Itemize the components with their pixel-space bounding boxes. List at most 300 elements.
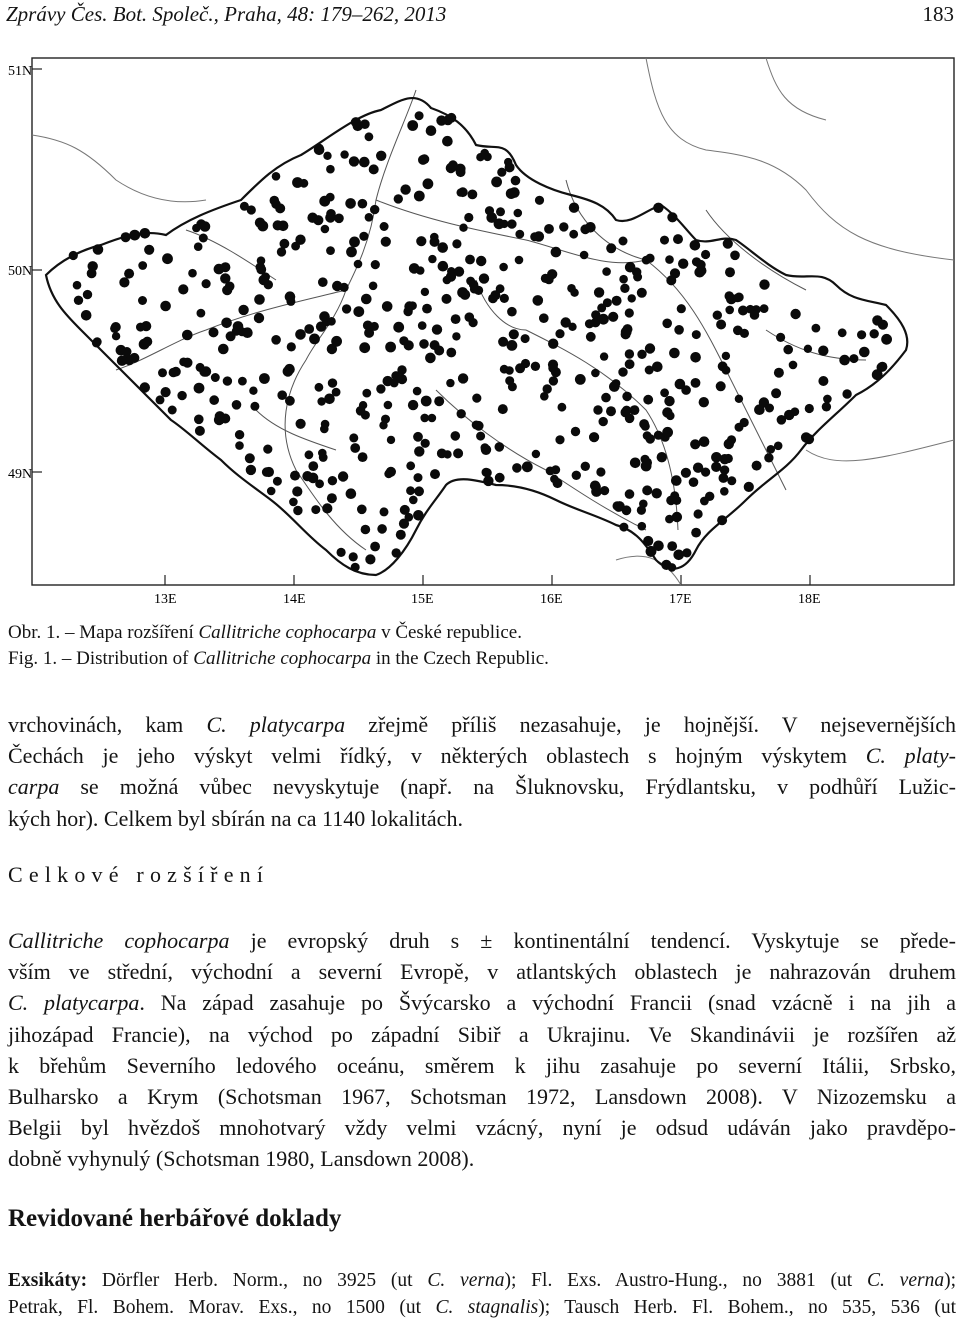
occurrence-dot (628, 294, 636, 302)
occurrence-dot (414, 486, 424, 496)
occurrence-dot (194, 415, 204, 425)
occurrence-dot (681, 468, 691, 478)
lat-label-50: 50N (8, 264, 33, 279)
occurrence-dot (700, 497, 709, 506)
occurrence-dot (857, 330, 866, 339)
occurrence-dot (235, 441, 244, 450)
occurrence-dot (267, 487, 276, 496)
occurrence-dot (384, 401, 393, 410)
occurrence-dot (678, 259, 688, 269)
occurrence-dot (470, 285, 479, 294)
occurrence-dot (612, 296, 622, 306)
occurrence-dot (442, 294, 452, 304)
occurrence-dot (464, 213, 473, 222)
occurrence-dot (822, 402, 831, 411)
occurrence-dot (400, 184, 410, 194)
occurrence-dot (694, 509, 703, 518)
occurrence-dot (332, 388, 341, 397)
occurrence-dot (725, 291, 734, 300)
occurrence-dot (507, 219, 516, 228)
occurrence-dot (434, 346, 444, 356)
occurrence-dot (326, 165, 335, 174)
occurrence-dot (619, 237, 628, 246)
occurrence-dot (202, 279, 211, 288)
occurrence-dot (337, 548, 346, 557)
occurrence-dot (674, 325, 684, 335)
occurrence-dot (515, 363, 525, 373)
occurrence-dot (376, 384, 385, 393)
occurrence-dot (465, 312, 475, 322)
occurrence-dot (354, 260, 363, 269)
occurrence-dot (422, 304, 432, 314)
occurrence-dot (691, 528, 701, 538)
occurrence-dot (507, 340, 518, 351)
occurrence-dot (575, 374, 586, 385)
occurrence-dot (514, 209, 523, 218)
occurrence-dot (277, 247, 286, 256)
occurrence-dot (195, 426, 205, 436)
occurrence-dot (618, 367, 627, 376)
lat-label-51: 51N (8, 64, 33, 79)
occurrence-dot (549, 376, 558, 385)
occurrence-dot (418, 321, 427, 330)
occurrence-dot (386, 467, 396, 477)
occurrence-dot (569, 230, 578, 239)
occurrence-dot (413, 387, 422, 396)
occurrence-dot (322, 503, 332, 513)
occurrence-dot (500, 365, 509, 374)
occurrence-dot (509, 329, 519, 339)
occurrence-dot (326, 246, 335, 255)
occurrence-dot (129, 230, 140, 241)
occurrence-dot (238, 377, 247, 386)
occurrence-dot (235, 430, 244, 439)
occurrence-dot (285, 291, 296, 302)
occurrence-dot (818, 376, 828, 386)
occurrence-dot (452, 332, 460, 340)
occurrence-dot (652, 488, 662, 498)
occurrence-dot (327, 493, 337, 503)
occurrence-dot (727, 435, 736, 444)
occurrence-dot (264, 467, 274, 477)
occurrence-dot (209, 327, 219, 337)
occurrence-dot (531, 362, 540, 371)
occurrence-dot (643, 536, 653, 546)
occurrence-dot (295, 235, 305, 245)
occurrence-dot (158, 368, 167, 377)
occurrence-dot (613, 501, 622, 510)
occurrence-dot (720, 487, 729, 496)
occurrence-dot (169, 368, 179, 378)
occurrence-dot (421, 396, 432, 407)
occurrence-dot (771, 388, 781, 398)
occurrence-dot (272, 172, 281, 181)
occurrence-dot (637, 288, 647, 298)
occurrence-dot (142, 337, 152, 347)
caption-species-cz: Callitriche cophocarpa (198, 622, 377, 643)
occurrence-dot (591, 369, 600, 378)
occurrence-dot (140, 228, 151, 239)
occurrence-dot (804, 345, 812, 353)
occurrence-dot (221, 318, 232, 329)
occurrence-dot (457, 287, 468, 298)
occurrence-dot (197, 309, 206, 318)
occurrence-dot (430, 233, 439, 242)
occurrence-dot (443, 450, 451, 458)
occurrence-dot (585, 319, 594, 328)
occurrence-dot (581, 462, 590, 471)
occurrence-dot (774, 368, 784, 378)
occurrence-dot (349, 433, 358, 442)
occurrence-dot (667, 541, 677, 551)
occurrence-dot (719, 473, 729, 483)
occurrence-dot (722, 366, 731, 375)
occurrence-dot (249, 387, 257, 395)
occurrence-dot (112, 332, 120, 340)
occurrence-dot (436, 115, 446, 125)
occurrence-dot (692, 257, 701, 266)
occurrence-dot (657, 452, 667, 462)
occurrence-dot (750, 310, 760, 320)
occurrence-dot (639, 419, 649, 429)
occurrence-dot (515, 230, 524, 239)
occurrence-dot (740, 329, 749, 338)
occurrence-dot (194, 383, 205, 394)
occurrence-dot (443, 276, 452, 285)
occurrence-dot (381, 237, 391, 247)
occurrence-dot (653, 203, 663, 213)
occurrence-dot (418, 155, 428, 165)
occurrence-dot (413, 510, 424, 521)
occurrence-dot (370, 542, 380, 552)
occurrence-dot (240, 202, 249, 211)
occurrence-dot (182, 358, 192, 368)
occurrence-dot (597, 303, 606, 312)
occurrence-dot (662, 407, 672, 417)
occurrence-dot (646, 546, 657, 557)
occurrence-dot (790, 309, 800, 319)
occurrence-dot (642, 485, 652, 495)
occurrence-dot (662, 319, 672, 329)
occurrence-dot (304, 324, 314, 334)
occurrence-dot (662, 427, 673, 438)
occurrence-dot (752, 461, 762, 471)
occurrence-dot (338, 471, 348, 481)
occurrence-dot (406, 486, 415, 495)
occurrence-dot (361, 525, 371, 535)
occurrence-dot (359, 232, 368, 241)
occurrence-dot (622, 392, 632, 402)
occurrence-dot (309, 334, 320, 345)
occurrence-dot (414, 446, 424, 456)
occurrence-dot (275, 203, 285, 213)
occurrence-dot (569, 203, 579, 213)
occurrence-dot (872, 315, 882, 325)
occurrence-dot (468, 190, 478, 200)
occurrence-dot (645, 434, 655, 444)
occurrence-dot (485, 206, 494, 215)
occurrence-dot (585, 222, 596, 233)
occurrence-dot (356, 406, 366, 416)
occurrence-dot (321, 225, 330, 234)
lon-label-16: 16E (540, 592, 563, 607)
occurrence-dot (359, 342, 370, 353)
occurrence-dot (362, 389, 371, 398)
occurrence-dot (74, 296, 83, 305)
occurrence-dot (271, 335, 281, 345)
occurrence-dot (407, 120, 418, 131)
occurrence-dot (465, 255, 475, 265)
occurrence-dot (296, 419, 306, 429)
occurrence-dot (346, 488, 357, 499)
occurrence-dot (839, 355, 850, 366)
journal-citation: Zprávy Čes. Bot. Společ., Praha, 48: 179–262, 2013 (6, 2, 447, 26)
occurrence-dot (357, 505, 367, 515)
occurrence-dot (598, 314, 609, 325)
occurrence-dot (196, 363, 205, 372)
occurrence-dot (320, 425, 329, 434)
occurrence-dot (652, 362, 663, 373)
occurrence-dot (690, 352, 701, 363)
occurrence-dot (334, 214, 344, 224)
occurrence-dot (200, 221, 211, 232)
occurrence-dot (601, 393, 611, 403)
occurrence-dot (295, 329, 306, 340)
occurrence-dot (305, 450, 314, 459)
occurrence-dot (701, 250, 710, 259)
occurrence-dot (764, 453, 773, 462)
occurrence-dot (711, 462, 721, 472)
occurrence-dot (319, 311, 330, 322)
occurrence-dot (713, 311, 722, 320)
occurrence-dot (365, 554, 375, 564)
occurrence-dot (641, 461, 652, 472)
lon-label-13: 13E (154, 592, 177, 607)
occurrence-dot (668, 563, 677, 572)
occurrence-dot (289, 498, 298, 507)
occurrence-dot (602, 267, 611, 276)
occurrence-dot (353, 306, 364, 317)
occurrence-dot (495, 442, 505, 452)
occurrence-dot (403, 307, 412, 316)
occurrence-dot (87, 269, 97, 279)
occurrence-dot (317, 397, 325, 405)
occurrence-dot (783, 345, 793, 355)
occurrence-dot (551, 247, 562, 258)
occurrence-dot (596, 467, 605, 476)
occurrence-dot (218, 344, 229, 355)
occurrence-dot (699, 436, 710, 447)
occurrence-dot (881, 334, 892, 345)
occurrence-dot (522, 461, 533, 472)
occurrence-dot (359, 157, 370, 168)
occurrence-dot (438, 261, 449, 272)
occurrence-dot (735, 395, 743, 403)
occurrence-dot (226, 331, 236, 341)
occurrence-dot (125, 357, 134, 366)
occurrence-dot (711, 452, 722, 463)
occurrence-dot (483, 153, 492, 162)
occurrence-dot (638, 522, 647, 531)
occurrence-dot (428, 414, 437, 423)
occurrence-dot (645, 343, 655, 353)
occurrence-dot (397, 365, 406, 374)
occurrence-dot (723, 239, 733, 249)
occurrence-dot (730, 251, 740, 261)
occurrence-dot (722, 352, 730, 360)
occurrence-dot (358, 199, 368, 209)
occurrence-dot (823, 395, 832, 404)
occurrence-dot (349, 552, 358, 561)
section-heading-distribution: Celkové rozšíření (8, 862, 270, 887)
occurrence-dot (591, 482, 601, 492)
paragraph-2: Callitriche cophocarpa je evropský druh s ± kontinentální tendencí. Vyskytuje se přede- vším ve střední, východní a severní Evropě, v atlantských oblastech je nahrazován druhem C. platycarpa. Na západ zasahuje po Švýcarsko a východní Francii (snad vzácně i na jih a jihozápad Francie), na východ po západní Sibiř a Ukrajinu. Ve Skandinávii je rozšířen až k břehům Severního ledového oceánu, směrem k jihu zasahuje po severní Itálii, Srbsko, Bulharsko a Krym (Schotsman 1967, Schotsman 1972, Lansdown 2008). V Nizozemsku a Belgii byl hvězdoš mnohotvarý vždy velmi vzácný, nyní je odsud udáván jako pravděpo- dobně vyhynulý (Schotsman 1980, Lansdown 2008). (8, 928, 956, 1172)
occurrence-dot (293, 506, 302, 515)
occurrence-dot (481, 443, 490, 452)
occurrence-dot (625, 262, 636, 273)
occurrence-dot (744, 482, 754, 492)
occurrence-dot (621, 327, 632, 338)
occurrence-dot (620, 284, 629, 293)
occurrence-dot (360, 119, 370, 129)
occurrence-dot (342, 304, 351, 313)
occurrence-dot (760, 304, 769, 313)
occurrence-dot (421, 439, 430, 448)
occurrence-dot (319, 196, 330, 207)
occurrence-dot (446, 348, 456, 358)
occurrence-dot (548, 339, 558, 349)
occurrence-dot (414, 191, 425, 202)
occurrence-dot (716, 381, 726, 391)
occurrence-dot (600, 486, 609, 495)
occurrence-dot (188, 269, 197, 278)
occurrence-dot (458, 373, 468, 383)
occurrence-dot (349, 237, 360, 248)
occurrence-dot (472, 394, 481, 403)
occurrence-dot (192, 224, 200, 232)
occurrence-dot (394, 194, 403, 203)
occurrence-dot (673, 550, 684, 561)
occurrence-dot (599, 417, 608, 426)
occurrence-dot (315, 479, 324, 488)
occurrence-dot (535, 196, 544, 205)
occurrence-dot (332, 281, 342, 291)
occurrence-dot (789, 361, 798, 370)
occurrence-dot (144, 245, 154, 255)
occurrence-dot (488, 294, 498, 304)
occurrence-dot (138, 296, 147, 305)
occurrence-dot (550, 475, 558, 483)
occurrence-dot (482, 468, 491, 477)
occurrence-dot (559, 222, 568, 231)
occurrence-dot (838, 328, 847, 337)
section-title-herbarium: Revidované herbářové doklady (8, 1205, 342, 1232)
occurrence-dot (390, 379, 399, 388)
occurrence-dot (694, 267, 705, 278)
occurrence-dot (805, 404, 814, 413)
occurrence-dot (456, 167, 466, 177)
occurrence-dot (263, 445, 272, 454)
occurrence-dot (370, 205, 379, 214)
occurrence-dot (377, 524, 387, 534)
occurrence-dot (521, 334, 530, 343)
occurrence-dot (340, 150, 348, 158)
occurrence-dot (859, 347, 870, 358)
occurrence-dot (259, 373, 270, 384)
occurrence-dot (606, 243, 616, 253)
occurrence-dot (558, 403, 567, 412)
occurrence-dot (499, 263, 508, 272)
page-number: 183 (922, 2, 954, 26)
occurrence-dot (568, 323, 576, 331)
occurrence-dot (365, 213, 374, 222)
occurrence-dot (507, 307, 517, 317)
occurrence-dot (458, 187, 468, 197)
occurrence-dot (548, 363, 558, 373)
occurrence-dot (759, 279, 769, 289)
occurrence-dot (776, 333, 785, 342)
occurrence-dot (505, 162, 515, 172)
occurrence-dot (572, 471, 581, 480)
occurrence-dot (555, 329, 564, 338)
occurrence-dot (346, 247, 357, 258)
occurrence-dot (314, 144, 323, 153)
caption-english: Fig. 1. – Distribution of Callitriche cophocarpa in the Czech Republic. (8, 648, 549, 669)
occurrence-dot (725, 306, 734, 315)
occurrence-dot (512, 463, 522, 473)
occurrence-dot (430, 469, 440, 479)
occurrence-dot (506, 188, 517, 199)
occurrence-dot (434, 396, 444, 406)
occurrence-dot (491, 177, 502, 188)
occurrence-dot (877, 362, 887, 372)
occurrence-dot (690, 439, 700, 449)
exsiccatae-list: Exsikáty: Dörfler Herb. Norm., no 3925 (ut C. verna); Fl. Exs. Austro-Hung., no 3881 (ut C. verna); Petrak, Fl. Bohem. Morav. Exs., no 1500 (ut C. stagnalis); Tausch Herb. Fl. Bohem., no 535, 536 (ut (8, 1270, 957, 1318)
occurrence-dot (547, 269, 557, 279)
occurrence-dot (413, 432, 423, 442)
occurrence-dot (665, 255, 674, 264)
occurrence-dot (625, 308, 634, 317)
occurrence-dot (351, 117, 361, 127)
occurrence-dot (870, 329, 879, 338)
occurrence-dot (380, 222, 389, 231)
occurrence-dot (630, 458, 641, 469)
occurrence-dot (448, 160, 458, 170)
occurrence-dot (307, 213, 317, 223)
occurrence-dot (754, 404, 765, 415)
occurrence-dot (160, 301, 171, 312)
occurrence-dot (425, 353, 436, 364)
occurrence-dot (92, 339, 101, 348)
occurrence-dot (716, 320, 726, 330)
occurrence-dot (280, 239, 290, 249)
occurrence-dot (277, 390, 287, 400)
occurrence-dot (677, 304, 686, 313)
caption-czech: Obr. 1. – Mapa rozšíření Callitriche cophocarpa v České republice. (8, 622, 522, 643)
occurrence-dot (586, 332, 596, 342)
occurrence-dot (290, 471, 300, 481)
occurrence-dot (609, 381, 620, 392)
occurrence-dot (637, 506, 646, 515)
occurrence-dot (544, 224, 554, 234)
occurrence-dot (399, 519, 409, 529)
occurrence-dot (331, 336, 342, 347)
occurrence-dot (689, 477, 699, 487)
occurrence-dot (428, 255, 436, 263)
occurrence-dot (727, 476, 736, 485)
occurrence-dot (642, 256, 651, 265)
occurrence-dot (351, 563, 360, 572)
